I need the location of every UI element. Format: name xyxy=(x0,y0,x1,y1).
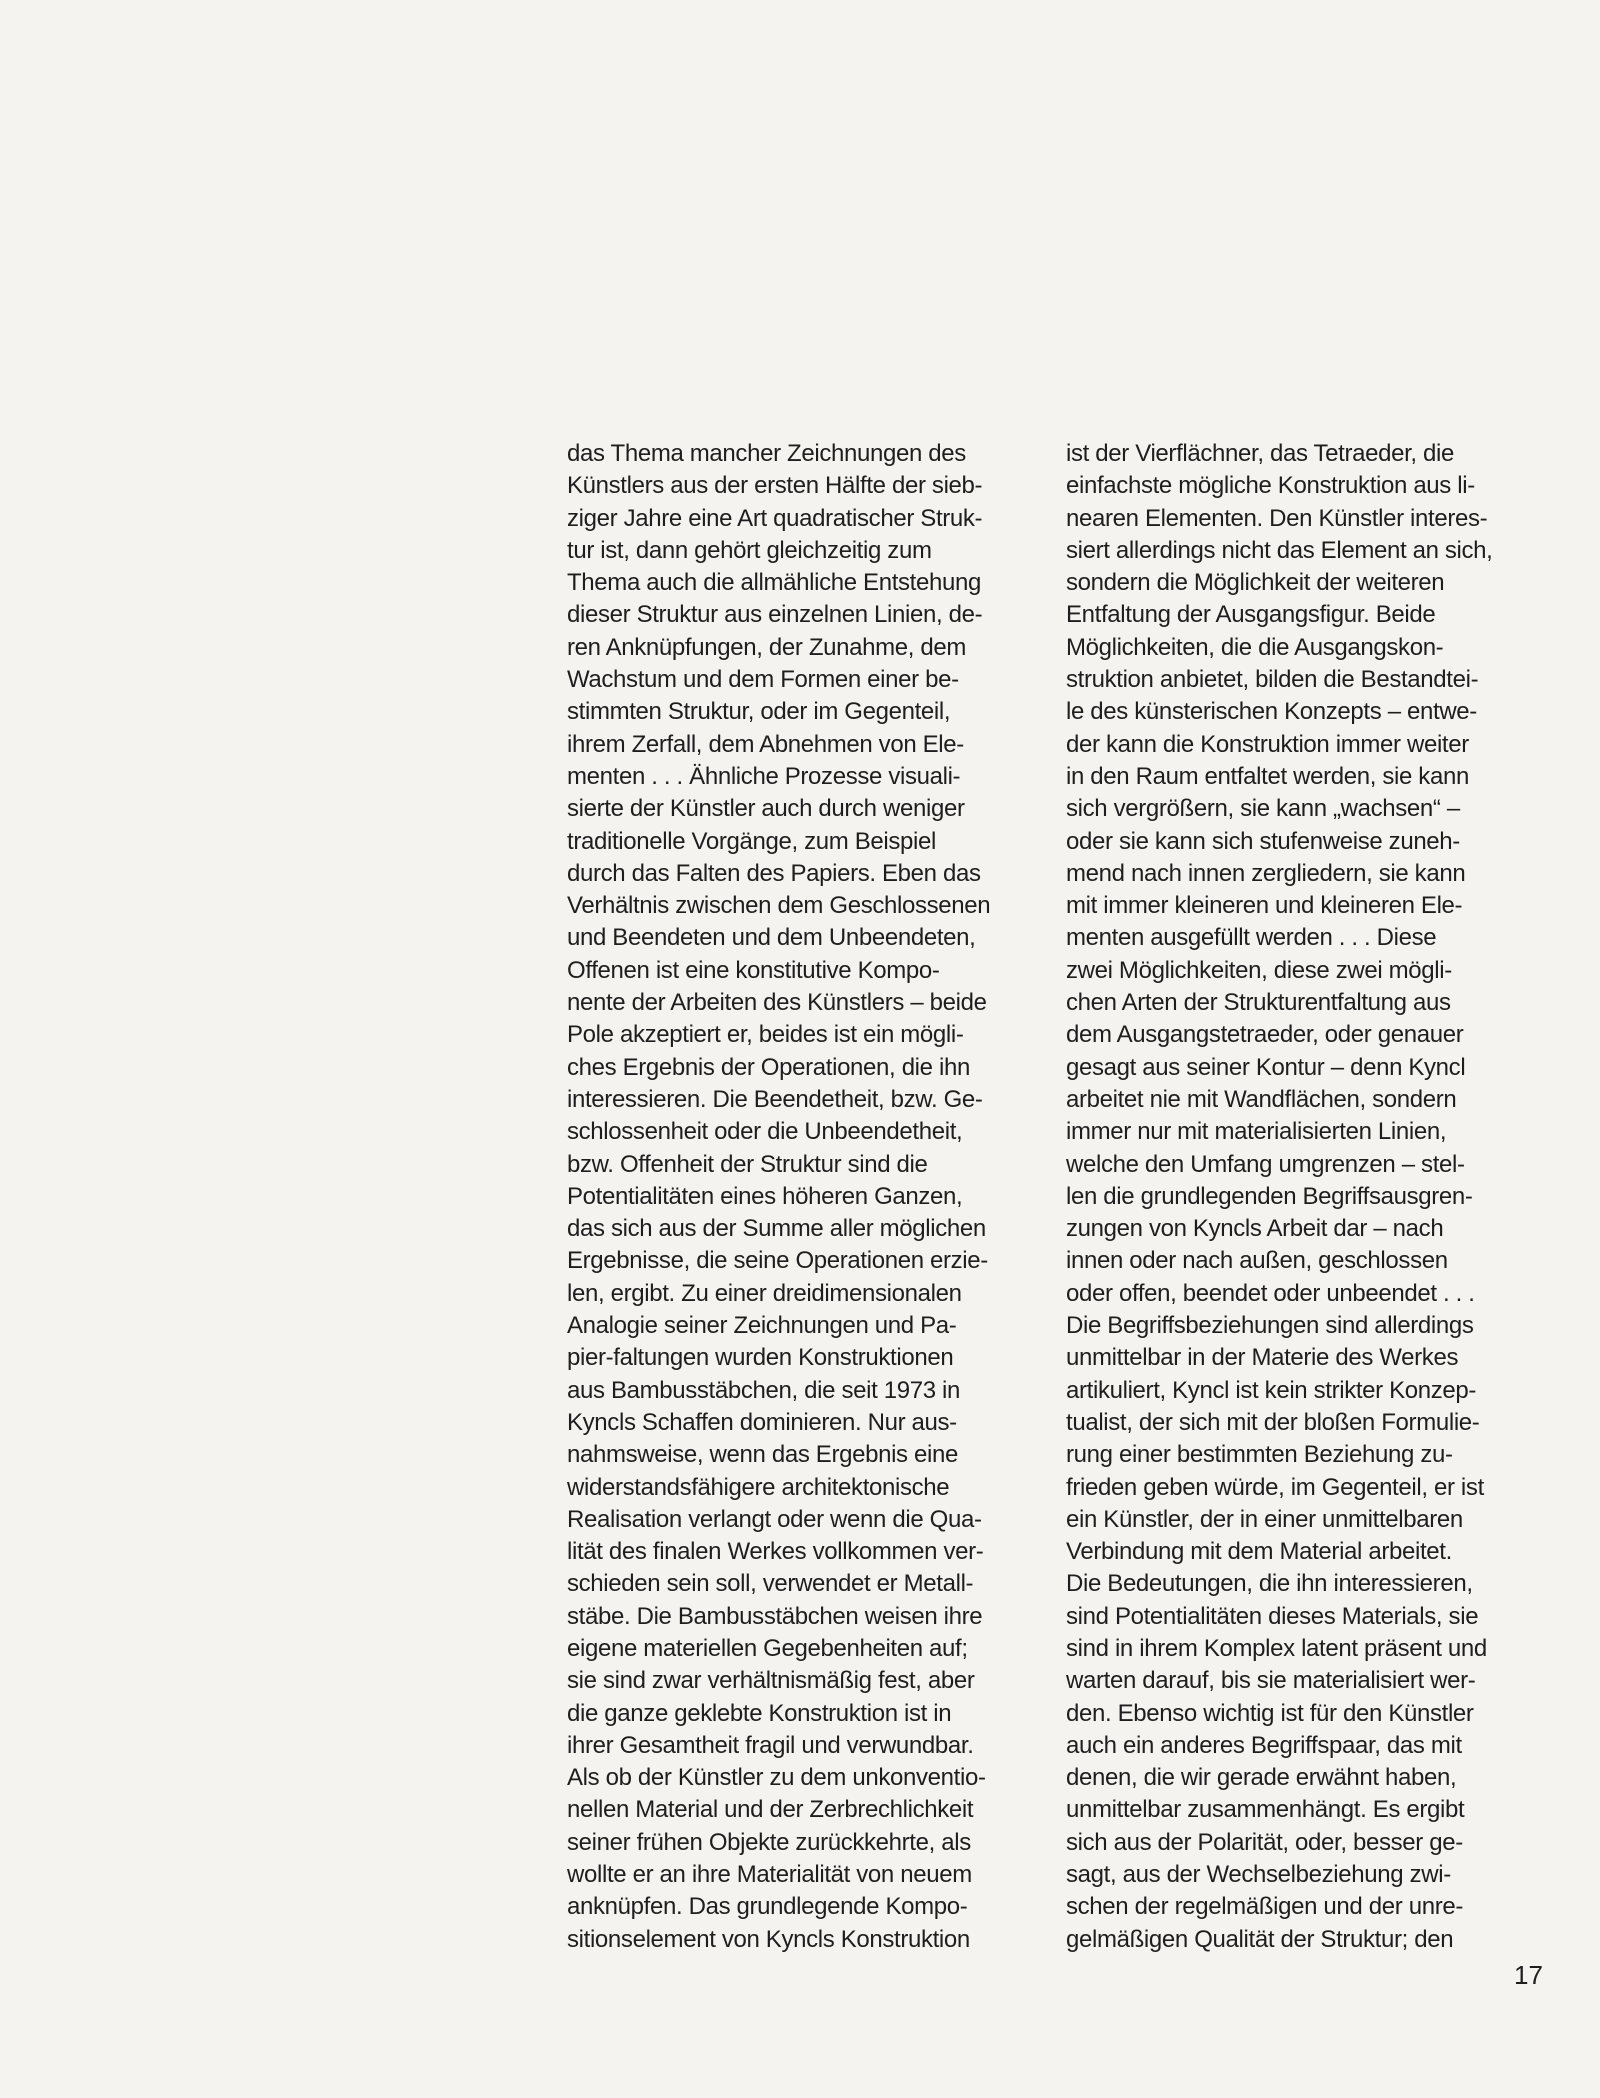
text-line: oder sie kann sich stufenweise zuneh- xyxy=(1066,827,1460,855)
text-line: Künstlers aus der ersten Hälfte der sieb- xyxy=(567,472,983,500)
text-line: Realisation verlangt oder wenn die Qua- xyxy=(567,1505,982,1533)
text-line: der kann die Konstruktion immer weiter xyxy=(1066,730,1469,758)
text-line: schieden sein soll, verwendet er Metall- xyxy=(567,1570,974,1598)
text-line: das Thema mancher Zeichnungen des xyxy=(567,440,966,467)
text-line: in den Raum entfaltet werden, sie kann xyxy=(1066,762,1469,790)
text-line: mend nach innen zergliedern, sie kann xyxy=(1066,859,1466,887)
text-line: menten ausgefüllt werden . . . Diese xyxy=(1066,924,1437,952)
text-line: oder offen, beendet oder unbeendet . . . xyxy=(1066,1279,1475,1307)
text-line: durch das Falten des Papiers. Eben das xyxy=(567,859,981,887)
text-line: eigene materiellen Gegebenheiten auf; xyxy=(567,1634,968,1662)
text-line: zungen von Kyncls Arbeit dar – nach xyxy=(1066,1215,1444,1243)
text-line: denen, die wir gerade erwähnt haben, xyxy=(1066,1764,1457,1792)
text-line: nearen Elementen. Den Künstler interes- xyxy=(1066,504,1488,532)
text-line: Als ob der Künstler zu dem unkonventio- xyxy=(567,1764,986,1792)
text-line: bzw. Offenheit der Struktur sind die xyxy=(567,1150,928,1178)
text-line: auch ein anderes Begriffspaar, das mit xyxy=(1066,1731,1462,1759)
text-line: ren Anknüpfungen, der Zunahme, dem xyxy=(567,633,967,661)
page-number: 17 xyxy=(1514,1960,1543,1990)
text-column-left xyxy=(567,438,1112,1956)
text-line: ihrer Gesamtheit fragil und verwundbar. xyxy=(567,1731,974,1759)
text-line: sind Potentialitäten dieses Materials, sie xyxy=(1066,1602,1479,1630)
text-line: interessieren. Die Beendetheit, bzw. Ge- xyxy=(567,1085,983,1113)
text-line: Verbindung mit dem Material arbeitet. xyxy=(1066,1538,1452,1566)
text-line: sie sind zwar verhältnismäßig fest, aber xyxy=(567,1667,975,1695)
text-line: gelmäßigen Qualität der Struktur; den xyxy=(1066,1925,1454,1953)
text-line: stimmten Struktur, oder im Gegenteil, xyxy=(567,698,951,726)
text-line: Pole akzeptiert er, beides ist ein mögli- xyxy=(567,1021,964,1049)
text-line: sitionselement von Kyncls Konstruktion xyxy=(567,1925,970,1953)
text-line: Offenen ist eine konstitutive Kompo- xyxy=(567,956,940,984)
text-line: tur ist, dann gehört gleichzeitig zum xyxy=(567,536,932,564)
text-line: welche den Umfang umgrenzen – stel- xyxy=(1066,1150,1465,1178)
text-line: Entfaltung der Ausgangsfigur. Beide xyxy=(1066,601,1436,629)
text-line: Ergebnisse, die seine Operationen erzie- xyxy=(567,1247,988,1275)
text-line: wollte er an ihre Materialität von neuem xyxy=(567,1861,972,1889)
text-line: aus Bambusstäbchen, die seit 1973 in xyxy=(567,1376,960,1404)
text-line: sagt, aus der Wechselbeziehung zwi- xyxy=(1066,1861,1451,1889)
text-line: schlossenheit oder die Unbeendetheit, xyxy=(567,1118,963,1146)
text-line: innen oder nach außen, geschlossen xyxy=(1066,1247,1448,1275)
text-line: pier-faltungen wurden Konstruktionen xyxy=(567,1344,954,1372)
text-line: anknüpfen. Das grundlegende Kompo- xyxy=(567,1893,968,1921)
text-line: artikuliert, Kyncl ist kein strikter Konzep- xyxy=(1066,1376,1477,1404)
text-line: einfachste mögliche Konstruktion aus li- xyxy=(1066,472,1475,500)
text-line: le des künsterischen Konzepts – entwe- xyxy=(1066,698,1477,726)
text-line: ihrem Zerfall, dem Abnehmen von Ele- xyxy=(567,730,964,758)
text-line: sierte der Künstler auch durch weniger xyxy=(567,795,965,823)
text-line: struktion anbietet, bilden die Bestandtei- xyxy=(1066,666,1479,694)
text-line: Möglichkeiten, die die Ausgangskon- xyxy=(1066,633,1444,661)
text-line: nente der Arbeiten des Künstlers – beide xyxy=(567,989,987,1017)
text-line: nahmsweise, wenn das Ergebnis eine xyxy=(567,1441,959,1469)
text-line: menten . . . Ähnliche Prozesse visuali- xyxy=(567,762,961,790)
text-column-right xyxy=(1066,438,1600,1956)
text-line: immer nur mit materialisierten Linien, xyxy=(1066,1118,1447,1146)
text-line: traditionelle Vorgänge, zum Beispiel xyxy=(567,827,936,855)
text-line: chen Arten der Strukturentfaltung aus xyxy=(1066,989,1451,1017)
text-line: die ganze geklebte Konstruktion ist in xyxy=(567,1699,952,1727)
text-line: sind in ihrem Komplex latent präsent und xyxy=(1066,1634,1487,1662)
text-line: sondern die Möglichkeit der weiteren xyxy=(1066,569,1445,597)
text-line: Kyncls Schaffen dominieren. Nur aus- xyxy=(567,1408,957,1436)
text-line: schen der regelmäßigen und der unre- xyxy=(1066,1893,1463,1921)
text-line: zwei Möglichkeiten, diese zwei mögli- xyxy=(1066,956,1452,984)
text-line: unmittelbar in der Materie des Werkes xyxy=(1066,1344,1459,1372)
text-line: siert allerdings nicht das Element an sich, xyxy=(1066,536,1493,564)
text-line: warten darauf, bis sie materialisiert wer- xyxy=(1066,1667,1476,1695)
text-line: Wachstum und dem Formen einer be- xyxy=(567,666,959,694)
text-line: Die Begriffsbeziehungen sind allerdings xyxy=(1066,1312,1474,1340)
text-line: arbeitet nie mit Wandflächen, sondern xyxy=(1066,1085,1457,1113)
text-line: stäbe. Die Bambusstäbchen weisen ihre xyxy=(567,1602,983,1630)
text-line: Potentialitäten eines höheren Ganzen, xyxy=(567,1182,963,1210)
text-line: ist der Vierflächner, das Tetraeder, die xyxy=(1066,440,1455,467)
text-line: len, ergibt. Zu einer dreidimensionalen xyxy=(567,1279,962,1307)
text-line: tualist, der sich mit der bloßen Formulie- xyxy=(1066,1408,1480,1436)
text-line: Verhältnis zwischen dem Geschlossenen xyxy=(567,892,991,920)
text-line: len die grundlegenden Begriffsausgren- xyxy=(1066,1182,1473,1210)
text-line: nellen Material und der Zerbrechlichkeit xyxy=(567,1796,974,1824)
text-line: den. Ebenso wichtig ist für den Künstler xyxy=(1066,1699,1474,1727)
text-line: unmittelbar zusammenhängt. Es ergibt xyxy=(1066,1796,1465,1824)
text-line: sich vergrößern, sie kann „wachsen“ – xyxy=(1066,795,1460,823)
text-line: mit immer kleineren und kleineren Ele- xyxy=(1066,892,1463,920)
text-line: Die Bedeutungen, die ihn interessieren, xyxy=(1066,1570,1473,1598)
text-line: Thema auch die allmähliche Entstehung xyxy=(567,569,981,597)
text-line: dieser Struktur aus einzelnen Linien, de- xyxy=(567,601,983,629)
text-line: sich aus der Polarität, oder, besser ge- xyxy=(1066,1828,1463,1856)
text-line: gesagt aus seiner Kontur – denn Kyncl xyxy=(1066,1053,1466,1081)
text-line: ein Künstler, der in einer unmittelbaren xyxy=(1066,1505,1463,1533)
text-line: ziger Jahre eine Art quadratischer Struk- xyxy=(567,504,983,532)
text-line: Analogie seiner Zeichnungen und Pa- xyxy=(567,1312,957,1340)
text-line: rung einer bestimmten Beziehung zu- xyxy=(1066,1441,1453,1469)
text-line: widerstandsfähigere architektonische xyxy=(567,1473,950,1501)
text-line: lität des finalen Werkes vollkommen ver- xyxy=(567,1538,984,1566)
text-line: frieden geben würde, im Gegenteil, er ist xyxy=(1066,1473,1484,1501)
text-line: und Beendeten und dem Unbeendeten, xyxy=(567,924,976,952)
text-line: dem Ausgangstetraeder, oder genauer xyxy=(1066,1021,1464,1049)
text-line: ches Ergebnis der Operationen, die ihn xyxy=(567,1053,970,1081)
text-line: das sich aus der Summe aller möglichen xyxy=(567,1215,986,1243)
text-line: seiner frühen Objekte zurückkehrte, als xyxy=(567,1828,971,1856)
